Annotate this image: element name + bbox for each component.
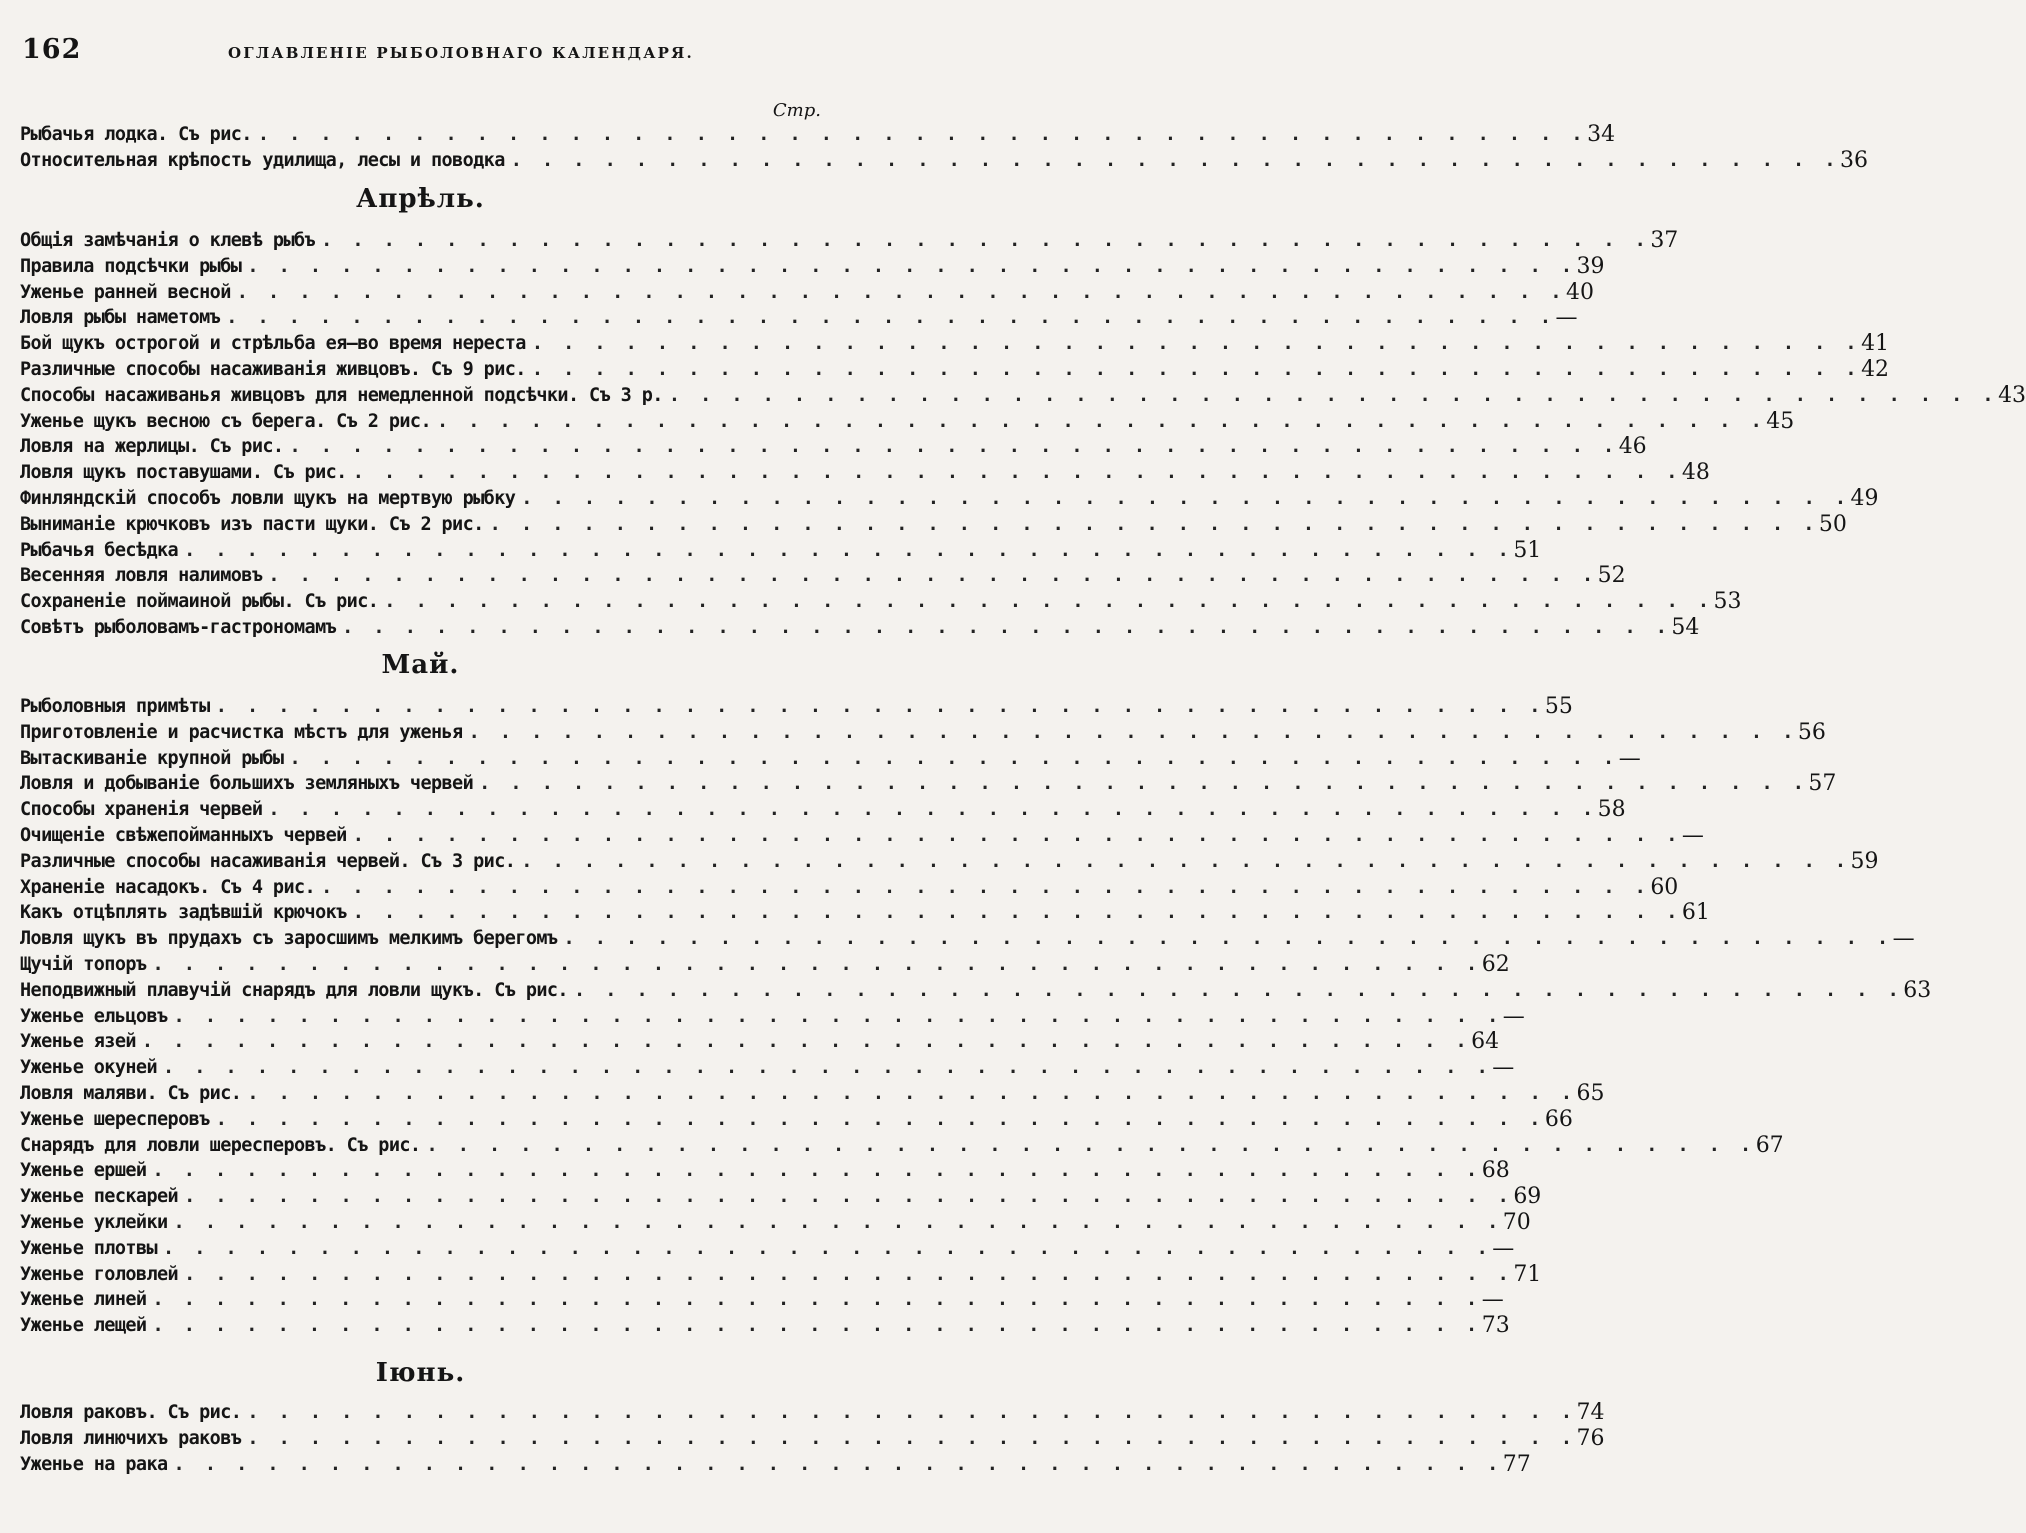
- toc-entry: [20, 745, 1641, 771]
- page-column-label: Стр.: [772, 100, 821, 121]
- toc-dot-leader: . . . . . . . . . . . . . . . . . . . . . . . . . . . . . . . . . . . . . . . . . . .: [352, 902, 1682, 924]
- toc-entry-page: 61: [1681, 900, 1710, 926]
- toc-entry-page: 60: [1650, 874, 1679, 900]
- toc-entry-page: 76: [1576, 1425, 1605, 1451]
- toc-entry-title: Уженье ранней весной: [20, 281, 231, 303]
- toc-entry-title: Ловля и добываніе большихъ земляныхъ червей: [20, 773, 474, 795]
- toc-entry-page: 39: [1576, 253, 1605, 279]
- toc-entry-title: Различные способы насаживанія червей. Съ 3 рис.: [20, 850, 516, 872]
- toc-dot-leader: . . . . . . . . . . . . . . . . . . . . . . . . . . . . . . . . . . . . . . . . . . .: [184, 1186, 1514, 1208]
- toc-entry-title: Правила подсѣчки рыбы: [20, 255, 242, 277]
- toc-dot-leader: . . . . . . . . . . . . . . . . . . . . . . . . . . . . . . . . . . . . . . . . . . .: [468, 721, 1798, 743]
- toc-entry: [20, 900, 1710, 926]
- toc-entry-title: Способы храненія червей: [20, 799, 263, 821]
- toc-entry-title: Сохраненіе поймаиной рыбы. Съ рис.: [20, 591, 379, 613]
- toc-entry-title: Относительная крѣпость удилища, лесы и поводка: [20, 149, 505, 171]
- toc-entry-page: 68: [1481, 1158, 1510, 1184]
- toc-dot-leader: . . . . . . . . . . . . . . . . . . . . . . . . . . . . . . . . . . . . . . . . . . .: [436, 410, 1767, 432]
- toc-entry: [20, 1081, 1605, 1106]
- toc-dot-leader: . . . . . . . . . . . . . . . . . . . . . . . . . . . . . . . . . . . . . . . . . . .: [184, 539, 1514, 561]
- toc-entry: [20, 1184, 1542, 1210]
- toc-dot-leader: . . . . . . . . . . . . . . . . . . . . . . . . . . . . . . . . . . . . . . . . . . .: [247, 1402, 1577, 1423]
- toc-entry-page: 63: [1903, 977, 1932, 1003]
- toc-entry: [20, 719, 1826, 745]
- toc-entry-title: Рыболовныя примѣты: [20, 696, 210, 717]
- toc-entry-page: —: [1892, 926, 1915, 952]
- toc-entry-title: Рыбачья лодка. Съ рис.: [20, 124, 252, 145]
- toc-dot-leader: . . . . . . . . . . . . . . . . . . . . . . . . . . . . . . . . . . . . . . . . . . .: [236, 281, 1566, 303]
- toc-dot-leader: . . . . . . . . . . . . . . . . . . . . . . . . . . . . . . . . . . . . . . . . . . .: [152, 1289, 1482, 1311]
- toc-entry-page: 74: [1576, 1400, 1605, 1425]
- running-title: ОГЛАВЛЕНІЕ РЫБОЛОВНАГО КАЛЕНДАРЯ.: [228, 44, 694, 62]
- toc-entry-page: —: [1681, 823, 1704, 848]
- toc-dot-leader: . . . . . . . . . . . . . . . . . . . . . . . . . . . . . . . . . . . . . . . . . . .: [173, 1212, 1503, 1233]
- toc-entry-title: Уженье шересперовъ: [20, 1108, 210, 1130]
- toc-entry-title: Рыбачья бесѣдка: [20, 539, 179, 561]
- toc-entry-title: Ловля щукъ поставушами. Съ рис.: [20, 462, 347, 484]
- toc-entry-title: Ловля на жерлицы. Съ рис.: [20, 436, 284, 458]
- toc-entry: [20, 952, 1510, 977]
- toc-entry-page: 45: [1766, 408, 1795, 434]
- toc-entry-page: 65: [1576, 1081, 1605, 1106]
- toc-dot-leader: . . . . . . . . . . . . . . . . . . . . . . . . . . . . . . . . . . . . . . . . . . .: [247, 1427, 1577, 1449]
- toc-entry-title: Совѣтъ рыболовамъ-гастрономамъ: [20, 617, 337, 638]
- toc-entry-title: Уженье окуней: [20, 1057, 157, 1079]
- toc-entry-title: Какъ отцѣплять задѣвшій крючокъ: [20, 902, 347, 924]
- toc-entry-title: Ловля щукъ въ прудахъ съ заросшимъ мелкимъ берегомъ: [20, 928, 558, 950]
- toc-entry: [20, 977, 1932, 1003]
- toc-entry-page: —: [1555, 305, 1578, 331]
- toc-entry-title: Уженье головлей: [20, 1263, 179, 1285]
- toc-dot-leader: . . . . . . . . . . . . . . . . . . . . . . . . . . . . . . . . . . . . . . . . . . .: [141, 1031, 1472, 1053]
- toc-entry: [20, 147, 1868, 173]
- toc-entry-page: 66: [1544, 1106, 1573, 1132]
- toc-entry-page: 58: [1597, 797, 1626, 823]
- toc-entry-page: 62: [1481, 952, 1510, 977]
- toc-entry-title: Весенняя ловля налимовъ: [20, 565, 263, 587]
- toc-entry-title: Уженье линей: [20, 1289, 147, 1311]
- toc-entry: [20, 1400, 1605, 1425]
- toc-entry: [20, 434, 1647, 460]
- toc-dot-leader: . . . . . . . . . . . . . . . . . . . . . . . . . . . . . . . . . . . . . . . . . . .: [352, 825, 1682, 846]
- page-header: [22, 34, 847, 68]
- toc-dot-leader: . . . . . . . . . . . . . . . . . . . . . . . . . . . . . . . . . . . . . . . . . . .: [257, 124, 1588, 145]
- toc-entry: [20, 589, 1742, 615]
- toc-dot-leader: . . . . . . . . . . . . . . . . . . . . . . . . . . . . . . . . . . . . . . . . . . .: [289, 436, 1619, 458]
- toc-entry: [20, 1235, 1515, 1261]
- toc-entry-title: Бой щукъ острогой и стрѣльба ея—во время нереста: [20, 333, 526, 355]
- toc-entry: [20, 694, 1573, 719]
- toc-entry: [20, 1158, 1510, 1184]
- toc-entry: [20, 1029, 1500, 1055]
- toc-entry: [20, 1003, 1525, 1029]
- toc-entry-page: 49: [1850, 486, 1879, 511]
- toc-dot-leader: . . . . . . . . . . . . . . . . . . . . . . . . . . . . . . . . . . . . . . . . . . .: [289, 747, 1619, 769]
- toc-entry: [20, 1106, 1573, 1132]
- toc-entry-page: —: [1618, 745, 1641, 771]
- toc-dot-leader: . . . . . . . . . . . . . . . . . . . . . . . . . . . . . . . . . . . . . . . . . . .: [668, 384, 1999, 406]
- toc-entry: [20, 1287, 1504, 1313]
- toc-dot-leader: . . . . . . . . . . . . . . . . . . . . . . . . . . . . . . . . . . . . . . . . . . .: [226, 307, 1556, 329]
- toc-entry-title: Неподвижный плавучій снарядъ для ловли щукъ. Съ рис.: [20, 979, 568, 1001]
- toc-dot-leader: . . . . . . . . . . . . . . . . . . . . . . . . . . . . . . . . . . . . . . . . . . .: [531, 333, 1862, 355]
- toc-dot-leader: . . . . . . . . . . . . . . . . . . . . . . . . . . . . . . . . . . . . . . . . . . .: [384, 591, 1714, 613]
- toc-dot-leader: . . . . . . . . . . . . . . . . . . . . . . . . . . . . . . . . . . . . . . . . . . .: [531, 359, 1862, 380]
- toc-dot-leader: . . . . . . . . . . . . . . . . . . . . . . . . . . . . . . . . . . . . . . . . . . .: [184, 1263, 1514, 1285]
- toc-entry-title: Уженье щукъ весною съ берега. Съ 2 рис.: [20, 410, 431, 432]
- toc-entry: [20, 615, 1700, 640]
- toc-entry: [20, 1132, 1784, 1158]
- toc-entry-title: Уженье плотвы: [20, 1237, 157, 1259]
- section-heading: Май.: [381, 650, 460, 680]
- toc-entry: [20, 563, 1626, 589]
- toc-entry-page: 67: [1755, 1132, 1784, 1158]
- toc-entry-title: Уженье ершей: [20, 1160, 147, 1182]
- toc-entry-page: 64: [1471, 1029, 1500, 1055]
- toc-entry-title: Приготовленіе и расчистка мѣстъ для уженья: [20, 721, 463, 743]
- section-heading: Іюнь.: [375, 1358, 466, 1388]
- toc-entry: [20, 823, 1704, 848]
- toc-dot-leader: . . . . . . . . . . . . . . . . . . . . . . . . . . . . . . . . . . . . . . . . . . .: [352, 462, 1682, 484]
- toc-entry-page: 50: [1818, 511, 1847, 537]
- page-number: 162: [22, 34, 82, 65]
- toc-entry-title: Уженье лещей: [20, 1315, 147, 1337]
- toc-dot-leader: . . . . . . . . . . . . . . . . . . . . . . . . . . . . . . . . . . . . . . . . . . .: [521, 850, 1851, 872]
- toc-dot-leader: . . . . . . . . . . . . . . . . . . . . . . . . . . . . . . . . . . . . . . . . . . .: [342, 617, 1672, 638]
- toc-entry: [20, 331, 1890, 357]
- toc-entry: [20, 797, 1626, 823]
- toc-entry-page: 37: [1650, 228, 1679, 253]
- toc-entry-title: Храненіе насадокъ. Съ 4 рис.: [20, 876, 316, 898]
- toc-entry-page: 40: [1566, 279, 1594, 305]
- toc-dot-leader: . . . . . . . . . . . . . . . . . . . . . . . . . . . . . . . . . . . . . . . . . . .: [321, 876, 1651, 898]
- toc-entry: [20, 537, 1542, 563]
- toc-entry-page: 69: [1513, 1184, 1542, 1210]
- toc-entry-page: 36: [1839, 147, 1868, 173]
- toc-dot-leader: . . . . . . . . . . . . . . . . . . . . . . . . . . . . . . . . . . . . . . . . . . .: [573, 979, 1904, 1001]
- toc-dot-leader: . . . . . . . . . . . . . . . . . . . . . . . . . . . . . . . . . . . . . . . . . . .: [152, 1160, 1482, 1182]
- toc-entry: [20, 511, 1847, 537]
- toc-entry-title: Уженье на рака: [20, 1453, 168, 1475]
- toc-entry: [20, 408, 1795, 434]
- toc-entry: [20, 1425, 1605, 1451]
- toc-entry-page: 51: [1513, 537, 1542, 563]
- toc-entry-page: —: [1492, 1055, 1515, 1081]
- toc-dot-leader: . . . . . . . . . . . . . . . . . . . . . . . . . . . . . . . . . . . . . . . . . . .: [215, 1108, 1545, 1130]
- toc-entry-page: 52: [1597, 563, 1626, 589]
- toc-entry-title: Ловля раковъ. Съ рис.: [20, 1402, 242, 1423]
- toc-dot-leader: . . . . . . . . . . . . . . . . . . . . . . . . . . . . . . . . . . . . . . . . . . .: [173, 1005, 1503, 1027]
- toc-entry-page: 34: [1587, 122, 1616, 147]
- toc-entry-title: Выниманіе крючковъ изъ пасти щуки. Съ 2 рис.: [20, 513, 484, 535]
- toc-entry: [20, 382, 2026, 408]
- toc-entry-title: Снарядъ для ловли шересперовъ. Съ рис.: [20, 1134, 421, 1156]
- toc-entry: [20, 874, 1679, 900]
- toc-entry: [20, 279, 1594, 305]
- toc-dot-leader: . . . . . . . . . . . . . . . . . . . . . . . . . . . . . . . . . . . . . . . . . . .: [247, 255, 1577, 277]
- toc-dot-leader: . . . . . . . . . . . . . . . . . . . . . . . . . . . . . . . . . . . . . . . . . . .: [163, 1237, 1493, 1259]
- toc-dot-leader: . . . . . . . . . . . . . . . . . . . . . . . . . . . . . . . . . . . . . . . . . . .: [321, 230, 1651, 251]
- toc-entry-title: Уженье язей: [20, 1031, 136, 1053]
- toc-entry-title: Ловля линючихъ раковъ: [20, 1427, 242, 1449]
- toc-entry-page: —: [1481, 1287, 1504, 1313]
- toc-entry-page: 70: [1502, 1210, 1531, 1235]
- toc-dot-leader: . . . . . . . . . . . . . . . . . . . . . . . . . . . . . . . . . . . . . . . . . . .: [510, 149, 1840, 171]
- toc-entry: [20, 305, 1578, 331]
- toc-dot-leader: . . . . . . . . . . . . . . . . . . . . . . . . . . . . . . . . . . . . . . . . . . .: [215, 696, 1545, 717]
- toc-dot-leader: . . . . . . . . . . . . . . . . . . . . . . . . . . . . . . . . . . . . . . . . . . .: [163, 1057, 1493, 1079]
- toc-entry-page: 56: [1797, 719, 1826, 745]
- toc-entry-title: Общія замѣчанія о клевѣ рыбъ: [20, 230, 316, 251]
- toc-entry: [20, 122, 1616, 147]
- toc-dot-leader: . . . . . . . . . . . . . . . . . . . . . . . . . . . . . . . . . . . . . . . . . . .: [521, 488, 1851, 509]
- toc-entry-page: —: [1492, 1235, 1515, 1261]
- toc-entry-page: 59: [1850, 848, 1879, 874]
- toc-entry-page: 73: [1481, 1313, 1510, 1339]
- toc-entry: [20, 357, 1890, 382]
- toc-entry: [20, 1451, 1531, 1477]
- toc-entry-page: 53: [1713, 589, 1742, 615]
- toc-entry-title: Очищеніе свѣжепойманныхъ червей: [20, 825, 347, 846]
- toc-entry-page: 54: [1671, 615, 1700, 640]
- toc-entry-title: Щучій топоръ: [20, 954, 147, 975]
- toc-entry-page: 77: [1502, 1451, 1531, 1477]
- toc-entry-page: 48: [1681, 460, 1710, 486]
- toc-dot-leader: . . . . . . . . . . . . . . . . . . . . . . . . . . . . . . . . . . . . . . . . . . .: [247, 1083, 1577, 1104]
- toc-entry-page: 55: [1544, 694, 1573, 719]
- toc-entry: [20, 1055, 1515, 1081]
- toc-dot-leader: . . . . . . . . . . . . . . . . . . . . . . . . . . . . . . . . . . . . . . . . . . .: [268, 799, 1598, 821]
- toc-entry-page: 71: [1513, 1261, 1542, 1287]
- toc-entry: [20, 228, 1679, 253]
- toc-entry: [20, 1210, 1531, 1235]
- toc-entry-title: Ловля маляви. Съ рис.: [20, 1083, 242, 1104]
- toc-entry: [20, 1313, 1510, 1339]
- toc-entry-title: Уженье ельцовъ: [20, 1005, 168, 1027]
- toc-entry-title: Различные способы насаживанія живцовъ. Съ 9 рис.: [20, 359, 526, 380]
- toc-dot-leader: . . . . . . . . . . . . . . . . . . . . . . . . . . . . . . . . . . . . . . . . . . .: [479, 773, 1809, 795]
- toc-entry: [20, 253, 1605, 279]
- toc-dot-leader: . . . . . . . . . . . . . . . . . . . . . . . . . . . . . . . . . . . . . . . . . . .: [152, 1315, 1482, 1337]
- toc-dot-leader: . . . . . . . . . . . . . . . . . . . . . . . . . . . . . . . . . . . . . . . . . . .: [152, 954, 1482, 975]
- toc-entry-page: 43: [1998, 382, 2026, 408]
- toc-entry: [20, 486, 1879, 511]
- toc-entry-title: Способы насаживанья живцовъ для немедленной подсѣчки. Съ 3 р.: [20, 384, 663, 406]
- toc-entry: [20, 926, 1915, 952]
- toc-entry-title: Ловля рыбы наметомъ: [20, 307, 221, 329]
- toc-entry-title: Финляндскій способъ ловли щукъ на мертвую рыбку: [20, 488, 516, 509]
- toc-dot-leader: . . . . . . . . . . . . . . . . . . . . . . . . . . . . . . . . . . . . . . . . . . .: [563, 928, 1893, 950]
- toc-entry: [20, 771, 1837, 797]
- toc-entry-page: 41: [1861, 331, 1890, 357]
- toc-entry-title: Вытаскиваніе крупной рыбы: [20, 747, 284, 769]
- toc-entry-page: 46: [1618, 434, 1647, 460]
- toc-dot-leader: . . . . . . . . . . . . . . . . . . . . . . . . . . . . . . . . . . . . . . . . . . .: [426, 1134, 1756, 1156]
- toc-entry-page: 42: [1861, 357, 1890, 382]
- toc-entry-title: Уженье пескарей: [20, 1186, 179, 1208]
- toc-entry: [20, 848, 1879, 874]
- section-heading: Апрѣль.: [356, 184, 485, 214]
- toc-entry-page: —: [1502, 1003, 1525, 1029]
- toc-entry-page: 57: [1808, 771, 1837, 797]
- toc-entry: [20, 460, 1710, 486]
- toc-entry-title: Уженье уклейки: [20, 1212, 168, 1233]
- toc-dot-leader: . . . . . . . . . . . . . . . . . . . . . . . . . . . . . . . . . . . . . . . . . . .: [173, 1453, 1503, 1475]
- toc-dot-leader: . . . . . . . . . . . . . . . . . . . . . . . . . . . . . . . . . . . . . . . . . . .: [489, 513, 1819, 535]
- toc-dot-leader: . . . . . . . . . . . . . . . . . . . . . . . . . . . . . . . . . . . . . . . . . . .: [268, 565, 1598, 587]
- toc-entry: [20, 1261, 1542, 1287]
